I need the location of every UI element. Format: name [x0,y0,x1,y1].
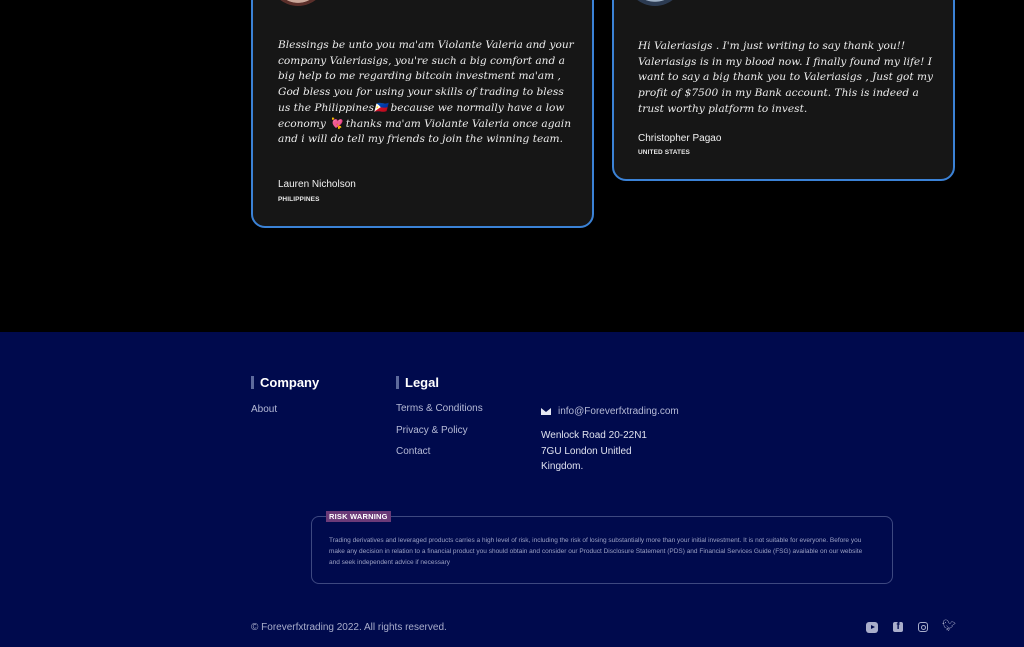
footer-link-about[interactable]: About [251,404,278,415]
avatar [269,0,327,6]
footer-link-privacy[interactable]: Privacy & Policy [396,425,468,436]
testimonial-country: PHILIPPINES [278,196,320,203]
risk-warning-badge: RISK WARNING [326,511,391,522]
risk-warning-text: Trading derivatives and leveraged products carries a high level of risk, including the risk of losing substantially more than your initial investment. It is not suitable for everyone. Before you make any decision in relation to a financial product you should obtain and consider our Product Disclosure Statement (PDS) and Financial Services Guide (FSG) available on our website and seek independent advice if necessary [329,537,863,566]
footer-link-terms[interactable]: Terms & Conditions [396,403,483,414]
testimonial-card [251,0,594,228]
email-contact[interactable] [541,406,679,417]
testimonial-quote: Hi Valeriasigs . I'm just writing to say thank you!! Valeriasigs is in my blood now. I finally found my life! I want to say a big thank you to Valeriasigs , Just got my profit of $7500 in my Bank account. This is indeed a trust worthy platform to invest. [638,40,934,115]
legal-heading: Legal [396,375,439,390]
risk-warning-box [311,512,893,584]
testimonial-author: Christopher Pagao [638,133,722,144]
testimonial-author: Lauren Nicholson [278,179,356,190]
postal-address: Wenlock Road 20-22N1 7GU London Unitled Kingdom. [541,430,647,472]
twitter-icon[interactable]: 🐦︎ [942,620,956,632]
instagram-icon[interactable] [918,622,928,632]
envelope-icon [541,408,551,415]
avatar [626,0,684,6]
site-footer [0,332,1024,647]
testimonial-card [612,0,955,181]
footer-link-contact[interactable]: Contact [396,446,431,457]
testimonial-country: UNITED STATES [638,149,690,156]
copyright-text: © Foreverfxtrading 2022. All rights reserved. [251,622,447,633]
facebook-icon[interactable] [893,622,903,632]
company-heading: Company [251,375,319,390]
email-address[interactable]: info@Foreverfxtrading.com [558,406,679,417]
youtube-icon[interactable] [866,622,878,633]
testimonial-quote: Blessings be unto you ma'am Violante Valeria and your company Valeriasigs, you're such a big comfort and a big help to me regarding bitcoin investment ma'am , God bless you for using your skills of trading to bless us the Philippines🇵🇭 because we normally have a low economy 💘 thanks ma'am Violante Valeria once again and i will do tell my friends to join the winning team. [278,39,574,146]
